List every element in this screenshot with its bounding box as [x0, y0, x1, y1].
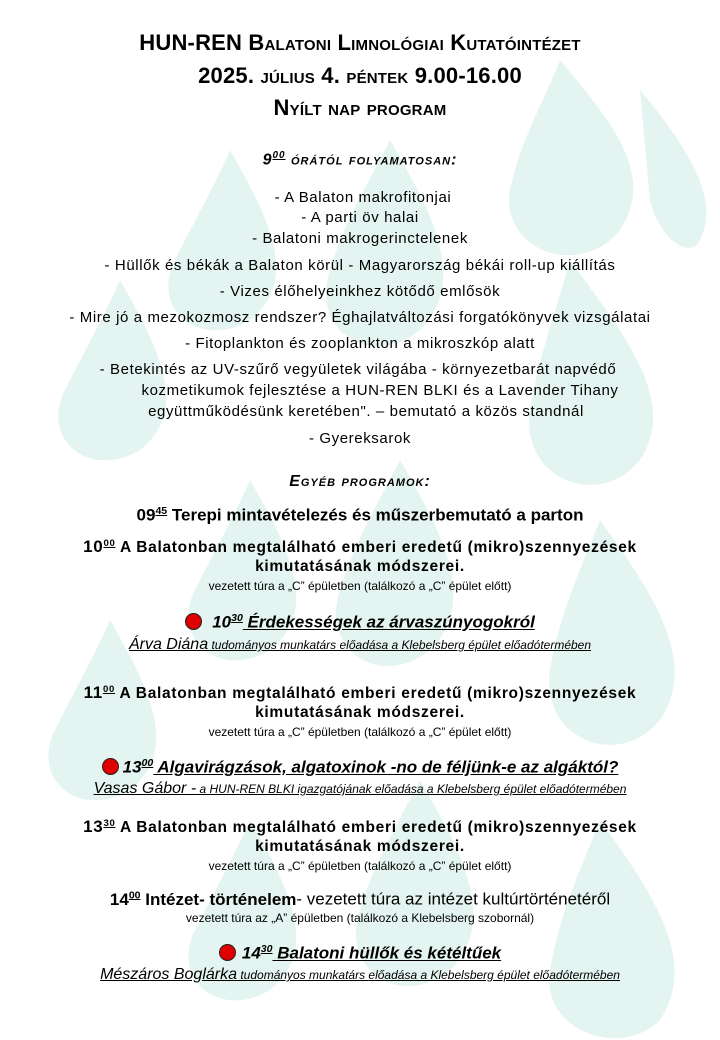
continuous-section-heading: [0, 150, 720, 169]
list-item: kozmetikumok fejlesztése a HUN-REN BLKI és a Lavender Tihany: [141, 382, 619, 399]
header-date: [0, 63, 720, 89]
event-title: Terepi mintavételezés és műszerbemutató a parton: [167, 505, 584, 525]
header-date-text: 2025. július 4. péntek 9.00-16.00: [198, 63, 522, 88]
event-title: A Balatonban megtalálható emberi eredetű (mikro)szennyezések: [115, 685, 637, 702]
event-minute: 45: [155, 505, 168, 517]
presenter-name: Mészáros Boglárka: [100, 966, 238, 983]
list-item: - Vizes élőhelyeinkhez kötődő emlősök: [219, 283, 501, 300]
event-minute: 00: [128, 889, 141, 901]
event-minute: 30: [231, 612, 243, 624]
event-title-continued: kimutatásának módszerei.: [255, 704, 465, 721]
event-1400: [0, 889, 720, 910]
event-note: vezetett túra a „C” épületben (találkozó a „C” épület előtt): [208, 859, 512, 873]
event-title: Algavirágzások, algatoxinok -no de féljünk-e az algáktól?: [153, 757, 619, 777]
event-title: Balatoni hüllők és kétéltűek: [272, 943, 502, 963]
presenter-name: Vasas Gábor -: [93, 780, 197, 797]
presentation-detail: tudományos munkatárs előadása a Klebelsberg épület előadótermében: [237, 968, 620, 982]
list-item: - Mire jó a mezokozmosz rendszer? Éghajlatváltozási forgatókönyvek vizsgálatai: [69, 309, 651, 326]
event-hour: 10: [212, 612, 232, 632]
list-item: - Betekintés az UV-szűrő vegyületek világába - környezetbarát napvédő: [99, 361, 617, 378]
presentation-detail: a HUN-REN BLKI igazgatójának előadása a Klebelsberg épület előadótermében: [196, 782, 627, 796]
event-minute: 30: [260, 943, 273, 955]
event-title-continued: kimutatásának módszerei.: [255, 558, 465, 575]
event-hour: 14: [241, 943, 261, 963]
event-presenter-line: [0, 780, 720, 798]
event-minute: 00: [102, 683, 116, 695]
event-1330: [0, 817, 720, 837]
event-title: Érdekességek az árvaszúnyogokról: [242, 612, 535, 632]
event-hour: 09: [136, 505, 156, 525]
event-hour: 13: [83, 817, 104, 836]
event-note: vezetett túra az „A” épületben (találkozó a Klebelsberg szobornál): [185, 911, 535, 925]
header-title: [0, 95, 720, 121]
list-item: - Hüllők és békák a Balaton körül - Magyarország békái roll-up kiállítás: [104, 257, 616, 274]
header-institute: [0, 30, 720, 56]
event-1030: [0, 612, 720, 633]
presenter-name: Árva Diána: [128, 636, 209, 653]
event-1430: [0, 943, 720, 964]
event-minute: 00: [141, 757, 154, 769]
event-1000: [0, 537, 720, 557]
event-hour: 14: [109, 889, 129, 909]
highlight-dot-icon: [219, 944, 236, 961]
highlight-dot-icon: [185, 613, 202, 630]
event-0945: [0, 505, 720, 526]
event-title-continued: kimutatásának módszerei.: [255, 838, 465, 855]
event-title: A Balatonban megtalálható emberi eredetű (mikro)szennyezések: [115, 819, 637, 836]
event-title: Intézet- történelem: [140, 889, 297, 909]
event-description: - vezetett túra az intézet kultúrtörténetéről: [296, 889, 611, 909]
list-item: - Balatoni makrogerinctelenek: [252, 230, 468, 247]
event-hour: 10: [83, 537, 104, 556]
event-1100: [0, 683, 720, 703]
event-hour: 11: [83, 683, 103, 702]
list-item: - Gyereksarok: [309, 430, 411, 447]
highlight-dot-icon: [102, 758, 119, 775]
continuous-minute: 00: [272, 150, 286, 161]
event-title: A Balatonban megtalálható emberi eredetű (mikro)szennyezések: [115, 539, 637, 556]
header-institute-text: HUN-REN Balatoni Limnológiai Kutatóintézet: [139, 30, 581, 55]
continuous-title: órától folyamatosan:: [290, 151, 458, 169]
other-section-heading: Egyéb programok:: [289, 473, 431, 490]
continuous-hour: 9: [262, 151, 273, 169]
event-1300: [0, 757, 720, 778]
list-item: - Fitoplankton és zooplankton a mikroszkóp alatt: [185, 335, 535, 352]
event-hour: 13: [122, 757, 142, 777]
event-presenter-line: [0, 966, 720, 984]
list-item: - A Balaton makrofitonjai: [274, 189, 452, 206]
event-presenter-line: [0, 636, 720, 654]
event-minute: 30: [103, 817, 116, 829]
event-minute: 00: [103, 537, 116, 549]
event-note: vezetett túra a „C” épületben (találkozó a „C” épület előtt): [208, 725, 512, 739]
header-title-text: Nyílt nap program: [273, 95, 447, 120]
presentation-detail: tudományos munkatárs előadása a Klebelsberg épület előadótermében: [208, 638, 592, 652]
list-item: együttműködésünk keretében". – bemutató a közös standnál: [148, 403, 584, 420]
list-item: - A parti öv halai: [301, 209, 419, 226]
event-note: vezetett túra a „C” épületben (találkozó a „C” épület előtt): [208, 579, 512, 593]
